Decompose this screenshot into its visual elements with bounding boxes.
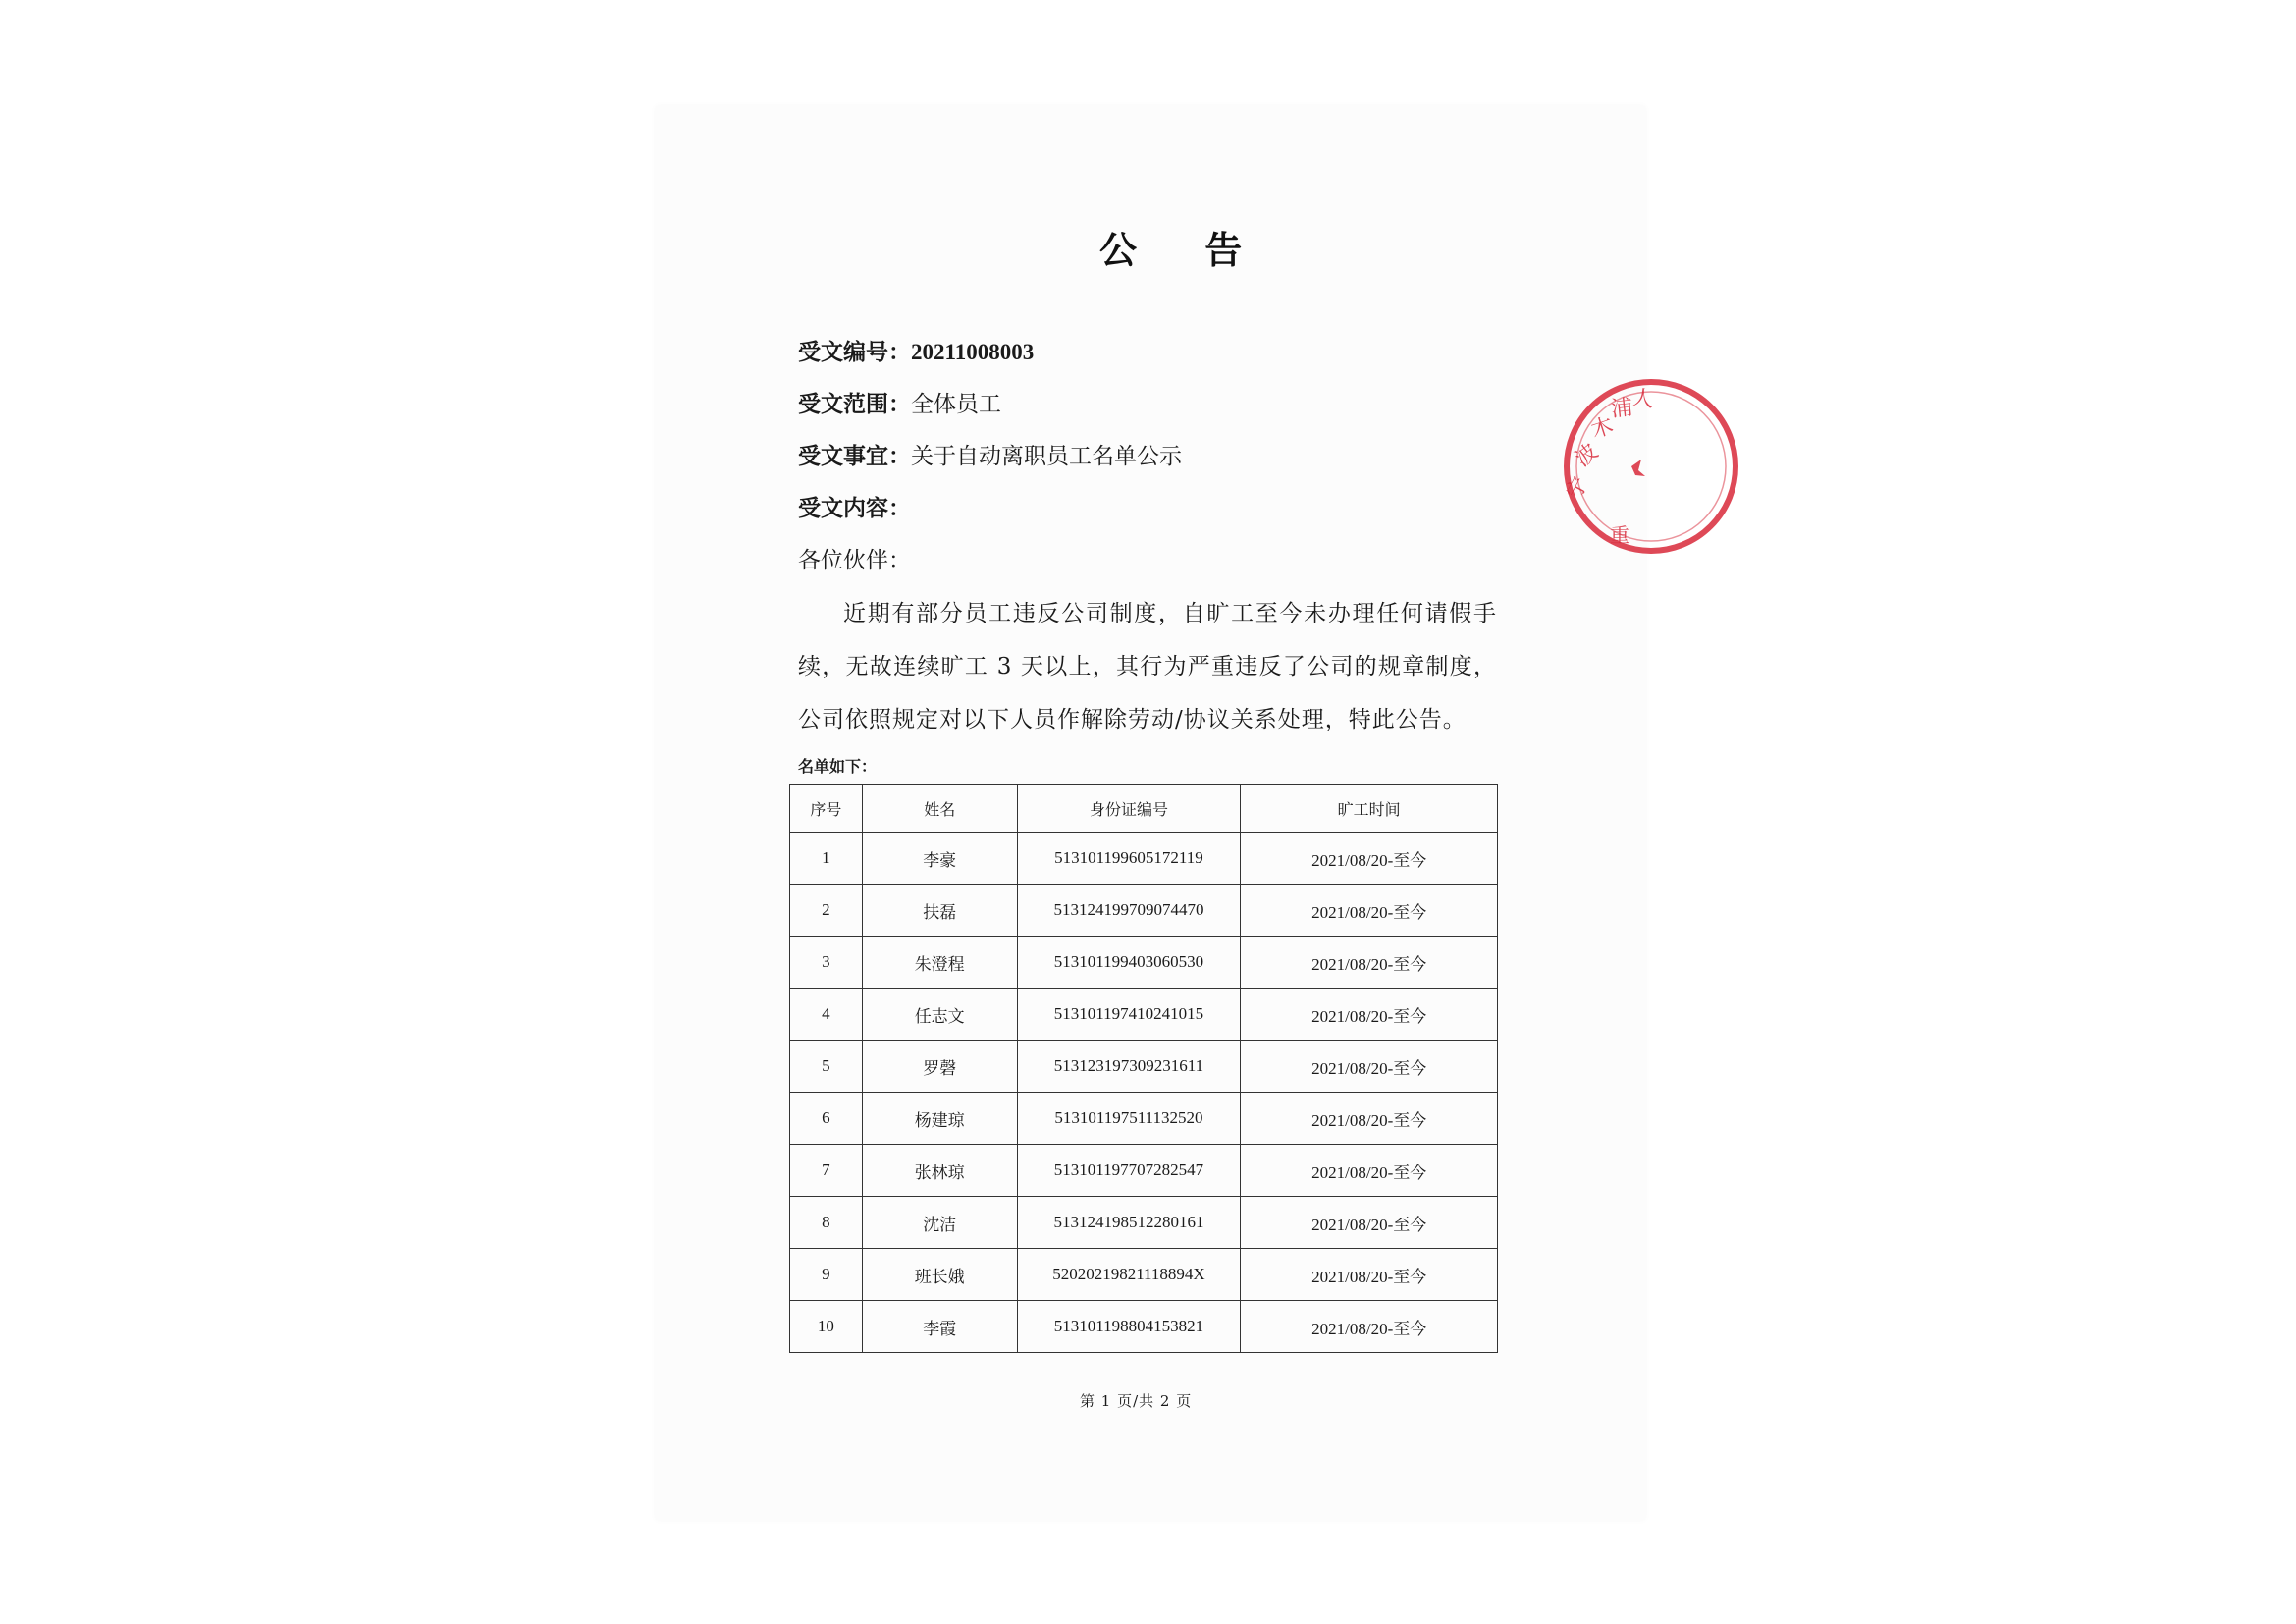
cell-name: 朱澄程 (862, 937, 1017, 989)
cell-index: 2 (790, 885, 863, 937)
cell-id-number: 513101199605172119 (1017, 833, 1241, 885)
cell-name: 沈洁 (862, 1197, 1017, 1249)
meta-key: 受文编号： (798, 339, 911, 365)
cell-id-number: 513101199403060530 (1017, 937, 1241, 989)
cell-absence-time: 2021/08/20-至今 (1241, 1249, 1498, 1301)
cell-index: 8 (790, 1197, 863, 1249)
table-row (790, 833, 1498, 885)
cell-index: 6 (790, 1093, 863, 1145)
meta-key: 受文内容： (798, 495, 911, 521)
cell-id-number: 513124199709074470 (1017, 885, 1241, 937)
meta-line-content (798, 494, 911, 523)
cell-index: 5 (790, 1041, 863, 1093)
cell-absence-time: 2021/08/20-至今 (1241, 1301, 1498, 1353)
cell-index: 3 (790, 937, 863, 989)
employee-table (789, 784, 1498, 1353)
cell-absence-time: 2021/08/20-至今 (1241, 1197, 1498, 1249)
cell-name: 罗磬 (862, 1041, 1017, 1093)
cell-name: 杨建琼 (862, 1093, 1017, 1145)
cell-name: 班长娥 (862, 1249, 1017, 1301)
cell-name: 扶磊 (862, 885, 1017, 937)
table-row (790, 1041, 1498, 1093)
table-row (790, 1145, 1498, 1197)
list-caption: 名单如下： (798, 757, 878, 776)
table-row (790, 937, 1498, 989)
svg-text:人: 人 (1630, 386, 1655, 413)
cell-absence-time: 2021/08/20-至今 (1241, 1145, 1498, 1197)
column-header-absence-time: 旷工时间 (1241, 785, 1498, 833)
meta-line-scope (798, 390, 1001, 419)
cell-absence-time: 2021/08/20-至今 (1241, 885, 1498, 937)
column-header-name: 姓名 (862, 785, 1017, 833)
cell-id-number: 513101197410241015 (1017, 989, 1241, 1041)
cell-absence-time: 2021/08/20-至今 (1241, 989, 1498, 1041)
table-header-row (790, 785, 1498, 833)
meta-value: 全体员工 (911, 392, 1001, 417)
table-row (790, 1093, 1498, 1145)
cell-name: 张林琼 (862, 1145, 1017, 1197)
meta-key: 受文事宜： (798, 443, 911, 469)
company-seal (1561, 373, 1655, 560)
table-row (790, 1197, 1498, 1249)
svg-text:重: 重 (1610, 523, 1629, 547)
cell-id-number: 513101197511132520 (1017, 1093, 1241, 1145)
svg-text:木: 木 (1588, 413, 1617, 444)
cell-index: 7 (790, 1145, 863, 1197)
table-row (790, 1249, 1498, 1301)
cell-absence-time: 2021/08/20-至今 (1241, 1093, 1498, 1145)
cell-name: 李霞 (862, 1301, 1017, 1353)
page-number-footer: 第 1 页/共 2 页 (1080, 1392, 1193, 1410)
cell-absence-time: 2021/08/20-至今 (1241, 833, 1498, 885)
table-row (790, 989, 1498, 1041)
cell-index: 9 (790, 1249, 863, 1301)
meta-line-doc-number (798, 338, 1034, 367)
cell-id-number: 513123197309231611 (1017, 1041, 1241, 1093)
cell-absence-time: 2021/08/20-至今 (1241, 937, 1498, 989)
seal-stamp-icon (1561, 373, 1737, 560)
page-title: 公 告 (1099, 229, 1270, 272)
cell-index: 4 (790, 989, 863, 1041)
meta-value: 关于自动离职员工名单公示 (911, 444, 1182, 469)
cell-absence-time: 2021/08/20-至今 (1241, 1041, 1498, 1093)
svg-text:宁: 宁 (1562, 472, 1594, 504)
svg-text:浦: 浦 (1610, 395, 1634, 422)
column-header-id-number: 身份证编号 (1017, 785, 1241, 833)
cell-id-number: 52020219821118894X (1017, 1249, 1241, 1301)
cell-name: 李豪 (862, 833, 1017, 885)
cell-id-number: 513101197707282547 (1017, 1145, 1241, 1197)
table-row (790, 885, 1498, 937)
meta-key: 受文范围： (798, 391, 911, 417)
column-header-index: 序号 (790, 785, 863, 833)
cell-name: 任志文 (862, 989, 1017, 1041)
cell-index: 1 (790, 833, 863, 885)
cell-id-number: 513124198512280161 (1017, 1197, 1241, 1249)
svg-text:波: 波 (1571, 439, 1604, 472)
body-paragraph: 近期有部分员工违反公司制度，自旷工至今未办理任何请假手续，无故连续旷工 3 天以上，其行为严重违反了公司的规章制度，公司依照规定对以下人员作解除劳动/协议关系处理，特此公告。 (798, 601, 1497, 732)
cell-id-number: 513101198804153821 (1017, 1301, 1241, 1353)
meta-value: 20211008003 (911, 340, 1035, 364)
meta-line-subject (798, 442, 1182, 471)
table-row (790, 1301, 1498, 1353)
cell-index: 10 (790, 1301, 863, 1353)
salutation: 各位伙伴： (798, 548, 911, 573)
